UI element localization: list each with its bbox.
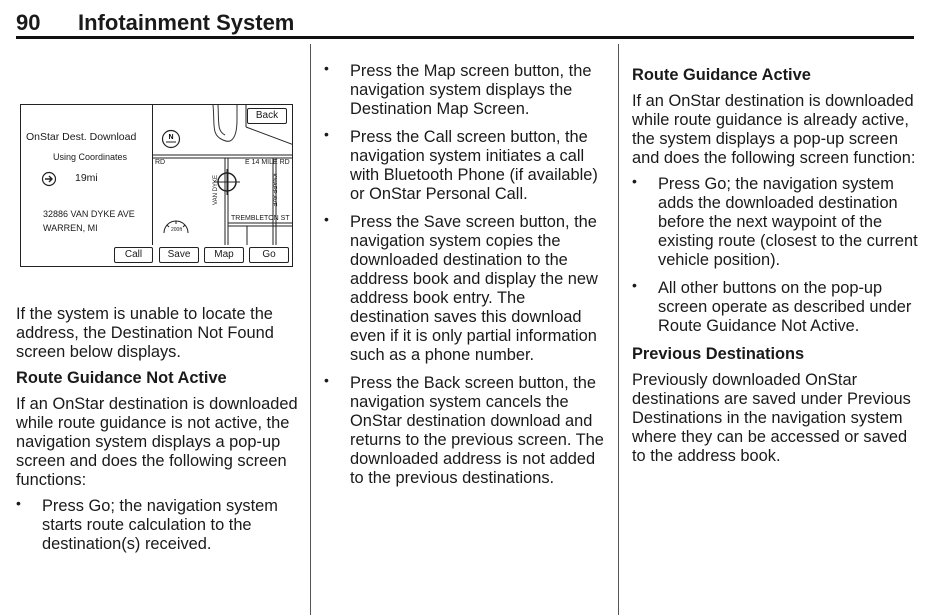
page-header [16,8,914,39]
back-button: Back [247,108,287,124]
not-active-bullets [16,497,301,554]
map-label-van-dyke: VAN DYKE [212,175,219,205]
active-paragraph: If an OnStar destination is downloaded while route guidance is already active, the system displays a pop-up screen and does the following screen function: [632,92,916,167]
address-line-2: WARREN, MI [43,223,98,233]
dest-title: OnStar Dest. Download [26,131,137,143]
map-button: Map [204,247,244,263]
column-divider-2 [618,44,619,615]
heading-previous-destinations: Previous Destinations [632,345,805,363]
direction-arrow-icon [41,171,57,187]
screen-button-bullets [324,62,609,488]
address-line-1: 32886 VAN DYKE AVE [43,209,135,219]
list-item: • Press the Call screen button, the navigation system initiates a call with Bluetooth Phone (if available) or OnStar Personal Call. [324,126,598,203]
heading-route-guidance-active: Route Guidance Active [632,66,811,84]
svg-text:N: N [168,134,174,141]
onstar-download-screen-figure [20,104,293,267]
page-number: 90 [16,10,41,35]
bullet-icon: • [632,173,637,189]
column-2 [324,62,609,497]
map-label-knapp: KNAPP AVE [270,173,277,207]
bullet-icon: • [324,211,329,227]
not-active-paragraph: If an OnStar destination is downloaded while route guidance is not active, the navigation system displays a pop-up screen and does the following screen functions: [16,395,298,489]
list-item: • Press the Map screen button, the navigation system displays the Destination Map Screen. [324,60,592,118]
bullet-icon: • [16,495,21,511]
map-view [152,105,293,245]
bullet-icon: • [324,372,329,388]
using-coordinates: Using Coordinates [53,152,128,162]
call-button: Call [114,247,153,263]
map-scale-label: 200ft [171,227,183,233]
intro-paragraph: If the system is unable to locate the address, the Destination Not Found screen below displays. [16,305,274,361]
column-3 [632,66,922,473]
go-button: Go [249,247,289,263]
list-item: • Press Go; the navigation system starts route calculation to the destination(s) received. [16,495,278,553]
heading-route-guidance-not-active: Route Guidance Not Active [16,369,227,387]
map-label-14-mile: E 14 MILE RD [245,159,290,166]
bullet-icon: • [324,60,329,76]
distance-value: 19mi [75,172,98,184]
save-button: Save [159,247,199,263]
bullet-icon: • [324,126,329,142]
list-item: • Press Go; the navigation system adds the downloaded destination before the next waypoint of the existing route (closest to the current vehicle position). [632,173,918,269]
bullet-icon: • [632,277,637,293]
list-item: • All other buttons on the pop-up screen operate as described under Route Guidance Not Active. [632,277,912,335]
header-title: Infotainment System [78,10,295,35]
list-item: • Press the Save screen button, the navigation system copies the downloaded destination to the address book and display the new address book entry. The destination saves this download even if it is only partial information such as a phone number. [324,211,598,364]
map-label-rd: RD [155,159,166,166]
column-divider-1 [310,44,311,615]
list-item: • Press the Back screen button, the navigation system cancels the OnStar destination download and returns to the previous screen. The downloaded address is not added to the previous destinations. [324,372,604,487]
map-label-trembleton: TREMBLETON ST [231,215,290,222]
active-bullets [632,175,922,336]
column-1 [16,305,301,563]
previous-destinations-paragraph: Previously downloaded OnStar destinations are saved under Previous Destinations in the navigation system where they can be accessed or saved to the address book. [632,371,911,465]
